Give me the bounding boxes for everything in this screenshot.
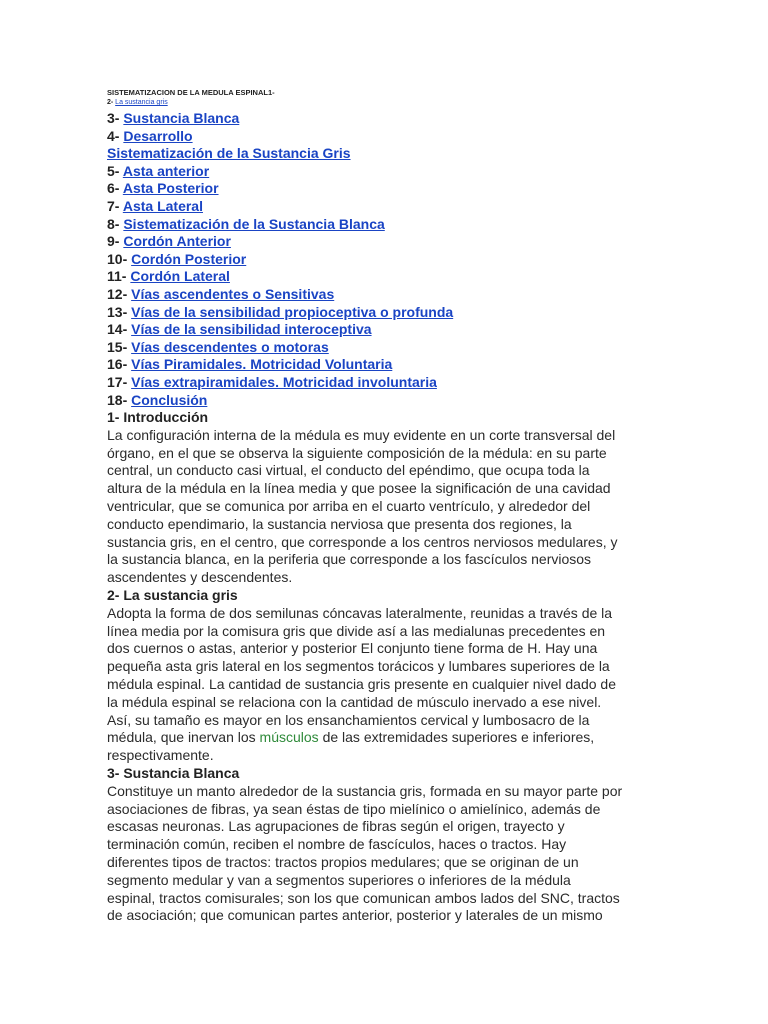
musculos-link[interactable]: músculos <box>259 729 319 746</box>
toc-number: 12- <box>107 285 132 302</box>
toc-number: 16- <box>107 356 132 373</box>
toc-item <box>107 304 667 322</box>
section-body-introduccion <box>107 427 667 587</box>
toc-item <box>107 216 667 234</box>
toc-item <box>107 163 667 181</box>
toc-item <box>107 128 667 146</box>
paragraph-line: médula, que inervan los músculos de las extremidades superiores e inferiores, <box>107 729 595 746</box>
paragraph-line: asociaciones de fibras, ya sean éstas de tipo mielínico o amielínico, además de <box>107 800 601 817</box>
toc-number: 15- <box>107 338 132 355</box>
toc-number: 9- <box>107 233 124 250</box>
toc-link[interactable]: Vías de la sensibilidad interoceptiva <box>131 321 372 338</box>
toc-item <box>107 198 667 216</box>
toc-item <box>107 356 667 374</box>
paragraph-line: Así, su tamaño es mayor en los ensanchamientos cervical y lumbosacro de la <box>107 711 590 728</box>
paragraph-line: línea media por la comisura gris que divide así a las medialunas precedentes en <box>107 622 606 639</box>
toc-item <box>107 145 667 163</box>
paragraph-line: terminación común, reciben el nombre de fascículos, haces o tractos. Hay <box>107 836 567 853</box>
toc-number: 18- <box>107 391 132 408</box>
toc-link[interactable]: Desarrollo <box>123 127 193 144</box>
toc-item <box>107 286 667 304</box>
toc-link[interactable]: Sistematización de la Sustancia Blanca <box>123 215 385 232</box>
section-heading-introduccion: 1- Introducción <box>107 409 209 426</box>
toc-link[interactable]: Asta anterior <box>122 162 210 179</box>
paragraph-line: sustancia gris, en el centro, que corresponde a los centros nerviosos medulares, y <box>107 533 618 550</box>
toc-link[interactable]: Cordón Anterior <box>123 233 231 250</box>
toc-number: 10- <box>107 250 132 267</box>
paragraph-line: Constituye un manto alrededor de la sustancia gris, formada en su mayor parte por <box>107 782 623 799</box>
toc-item <box>107 110 667 128</box>
toc-item <box>107 268 667 286</box>
paragraph-line: central, un conducto casi virtual, el conducto del epéndimo, que ocupa toda la <box>107 462 590 479</box>
toc-link[interactable]: Conclusión <box>131 391 208 408</box>
toc-number: 11- <box>107 268 131 285</box>
toc-link[interactable]: Sistematización de la Sustancia Gris <box>107 145 351 162</box>
section-heading-sustancia-blanca: 3- Sustancia Blanca <box>107 765 240 782</box>
paragraph-line: diferentes tipos de tractos: tractos propios medulares; que se originan de un <box>107 854 579 871</box>
toc-number: 8- <box>107 215 124 232</box>
toc-number: 14- <box>107 321 132 338</box>
toc-link[interactable]: Vías de la sensibilidad propioceptiva o profunda <box>131 303 454 320</box>
document-page <box>107 88 667 925</box>
section-body-sustancia-gris <box>107 605 667 730</box>
toc-number: 3- <box>107 110 124 126</box>
paragraph-line: conducto ependimario, la sustancia nerviosa que presenta dos regiones, la <box>107 515 572 532</box>
toc-number: 5- <box>107 162 123 179</box>
toc-link[interactable]: Vías extrapiramidales. Motricidad involuntaria <box>131 373 437 390</box>
paragraph-line: La configuración interna de la médula es muy evidente en un corte transversal del <box>107 426 616 443</box>
toc-link-sustancia-gris[interactable]: La sustancia gris <box>115 99 168 106</box>
toc-item <box>107 180 667 198</box>
toc-link[interactable]: Cordón Lateral <box>130 268 230 285</box>
paragraph-line: órgano, en el que se observa la siguiente composición de la médula: en su parte <box>107 444 607 461</box>
toc-item-2: 2- La sustancia gris <box>107 99 168 106</box>
toc-link[interactable]: Asta Posterior <box>122 180 219 197</box>
paragraph-line: médula espinal. La cantidad de sustancia gris presente en cualquier nivel dado de <box>107 676 617 693</box>
paragraph-line: Adopta la forma de dos semilunas cóncavas lateralmente, reunidas a través de la <box>107 604 613 621</box>
document-title: SISTEMATIZACION DE LA MEDULA ESPINAL1- <box>107 88 275 97</box>
paragraph-line: dos cuernos o astas, anterior y posterior El conjunto tiene forma de H. Hay una <box>107 640 598 657</box>
toc-item <box>107 374 667 392</box>
table-of-contents <box>107 110 667 409</box>
toc-item <box>107 392 667 410</box>
toc-item <box>107 233 667 251</box>
toc-link[interactable]: Vías ascendentes o Sensitivas <box>131 285 335 302</box>
section-body-sustancia-blanca <box>107 783 667 925</box>
paragraph-line: la médula espinal se relaciona con la cantidad de músculo inervado a ese nivel. <box>107 693 602 710</box>
paragraph-line: la sustancia blanca, en la periferia que corresponde a los fascículos nerviosos <box>107 551 592 568</box>
paragraph-line: de asociación; que comunican partes anterior, posterior y laterales de un mismo <box>107 907 603 924</box>
paragraph-line: ascendentes y descendentes. <box>107 569 293 586</box>
toc-number: 17- <box>107 373 132 390</box>
toc-link[interactable]: Sustancia Blanca <box>123 110 240 126</box>
toc-link[interactable]: Asta Lateral <box>122 197 203 214</box>
paragraph-line: pequeña asta gris lateral en los segmentos torácicos y lumbares superiores de la <box>107 658 610 675</box>
paragraph-line: segmento medular y van a segmentos superiores o inferiores de la médula <box>107 871 571 888</box>
toc-link[interactable]: Vías descendentes o motoras <box>131 338 329 355</box>
toc-number: 7- <box>107 197 123 214</box>
section-heading-sustancia-gris: 2- La sustancia gris <box>107 587 238 604</box>
toc-number: 13- <box>107 303 132 320</box>
paragraph-line: escasas neuronas. Las agrupaciones de fibras según el origen, trayecto y <box>107 818 565 835</box>
toc-item <box>107 321 667 339</box>
paragraph-line: ventricular, que se comunica por arriba en el cuarto ventrículo, y alrededor del <box>107 498 591 515</box>
toc-link[interactable]: Vías Piramidales. Motricidad Voluntaria <box>131 356 393 373</box>
toc-link[interactable]: Cordón Posterior <box>131 250 247 267</box>
toc-item <box>107 251 667 269</box>
toc-item <box>107 339 667 357</box>
toc-number: 4- <box>107 127 124 144</box>
toc-number: 6- <box>107 180 123 197</box>
paragraph-line: respectivamente. <box>107 747 214 764</box>
paragraph-line: espinal, tractos comisurales; son los que comunican ambos lados del SNC, tractos <box>107 889 620 906</box>
paragraph-line: altura de la médula en la línea media y que posee la significación de una cavidad <box>107 480 611 497</box>
